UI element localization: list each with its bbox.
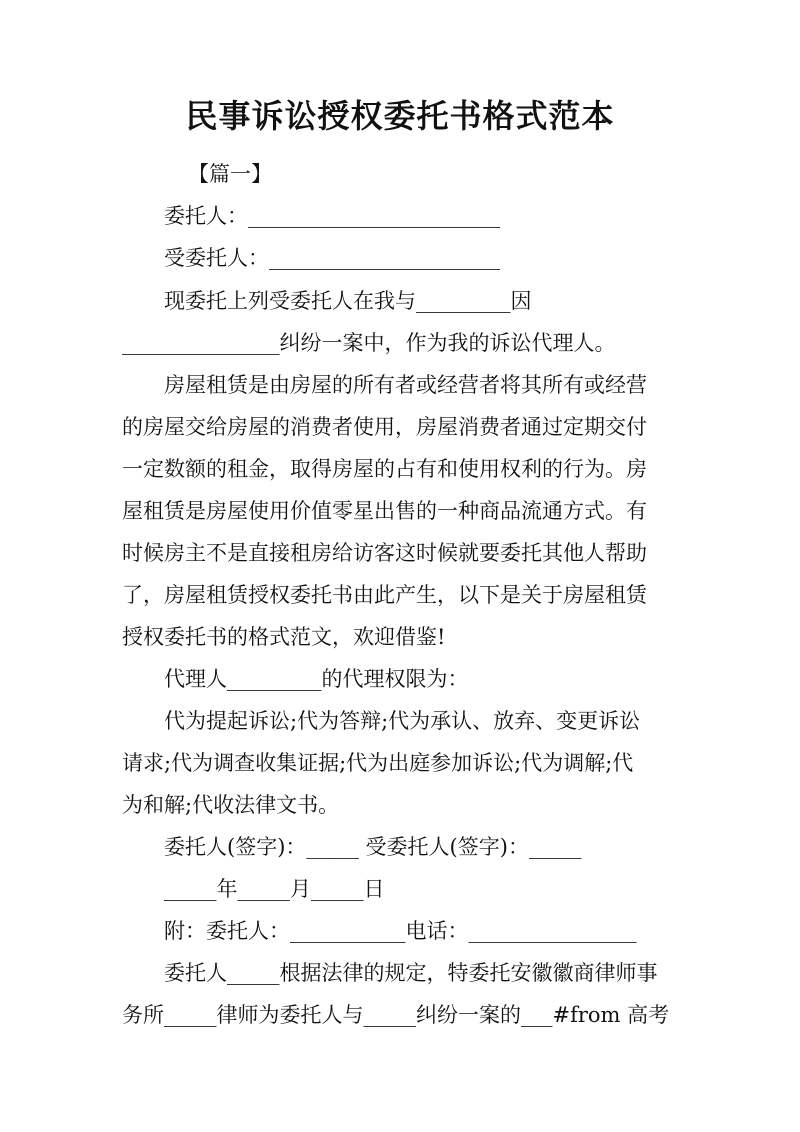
section-heading: 【篇一】 — [188, 162, 272, 186]
paragraph-line: 委托人(签字)：_____ 受委托人(签字)：_____ — [164, 835, 582, 859]
paragraph-line: _______________纠纷一案中，作为我的诉讼代理人。 — [122, 331, 616, 355]
paragraph-line: 房屋租赁是由房屋的所有者或经营者将其所有或经营 — [164, 373, 647, 397]
paragraph-line: 请求;代为调查收集证据;代为出庭参加诉讼;代为调解;代 — [122, 751, 634, 775]
paragraph-line: 委托人_____根据法律的规定，特委托安徽徽商律师事 — [164, 961, 658, 985]
document-title: 民事诉讼授权委托书格式范本 — [185, 97, 615, 135]
paragraph-line: 现委托上列受委托人在我与_________因 — [164, 289, 532, 313]
paragraph-line: 为和解;代收法律文书。 — [122, 793, 340, 817]
paragraph-line: 受委托人：______________________ — [164, 246, 500, 270]
paragraph-line: 时候房主不是直接租房给访客这时候就要委托其他人帮助 — [122, 541, 647, 565]
paragraph-line: 务所_____律师为委托人与_____纠纷一案的___#from 高考 — [122, 1003, 670, 1027]
paragraph-line: 委托人：________________________ — [164, 204, 500, 228]
paragraph-line: 附：委托人：___________电话：________________ — [164, 919, 637, 943]
paragraph-line: _____年_____月_____日 — [164, 877, 385, 901]
paragraph-line: 了，房屋租赁授权委托书由此产生，以下是关于房屋租赁 — [122, 583, 647, 607]
paragraph-line: 代为提起诉讼;代为答辩;代为承认、放弃、变更诉讼 — [164, 709, 641, 733]
paragraph-line: 的房屋交给房屋的消费者使用，房屋消费者通过定期交付 — [122, 415, 647, 439]
paragraph-line: 代理人_________的代理权限为： — [164, 667, 469, 691]
paragraph-line: 授权委托书的格式范文，欢迎借鉴! — [122, 625, 446, 649]
paragraph-line: 一定数额的租金，取得房屋的占有和使用权利的行为。房 — [122, 457, 647, 481]
paragraph-line: 屋租赁是房屋使用价值零星出售的一种商品流通方式。有 — [122, 499, 647, 523]
